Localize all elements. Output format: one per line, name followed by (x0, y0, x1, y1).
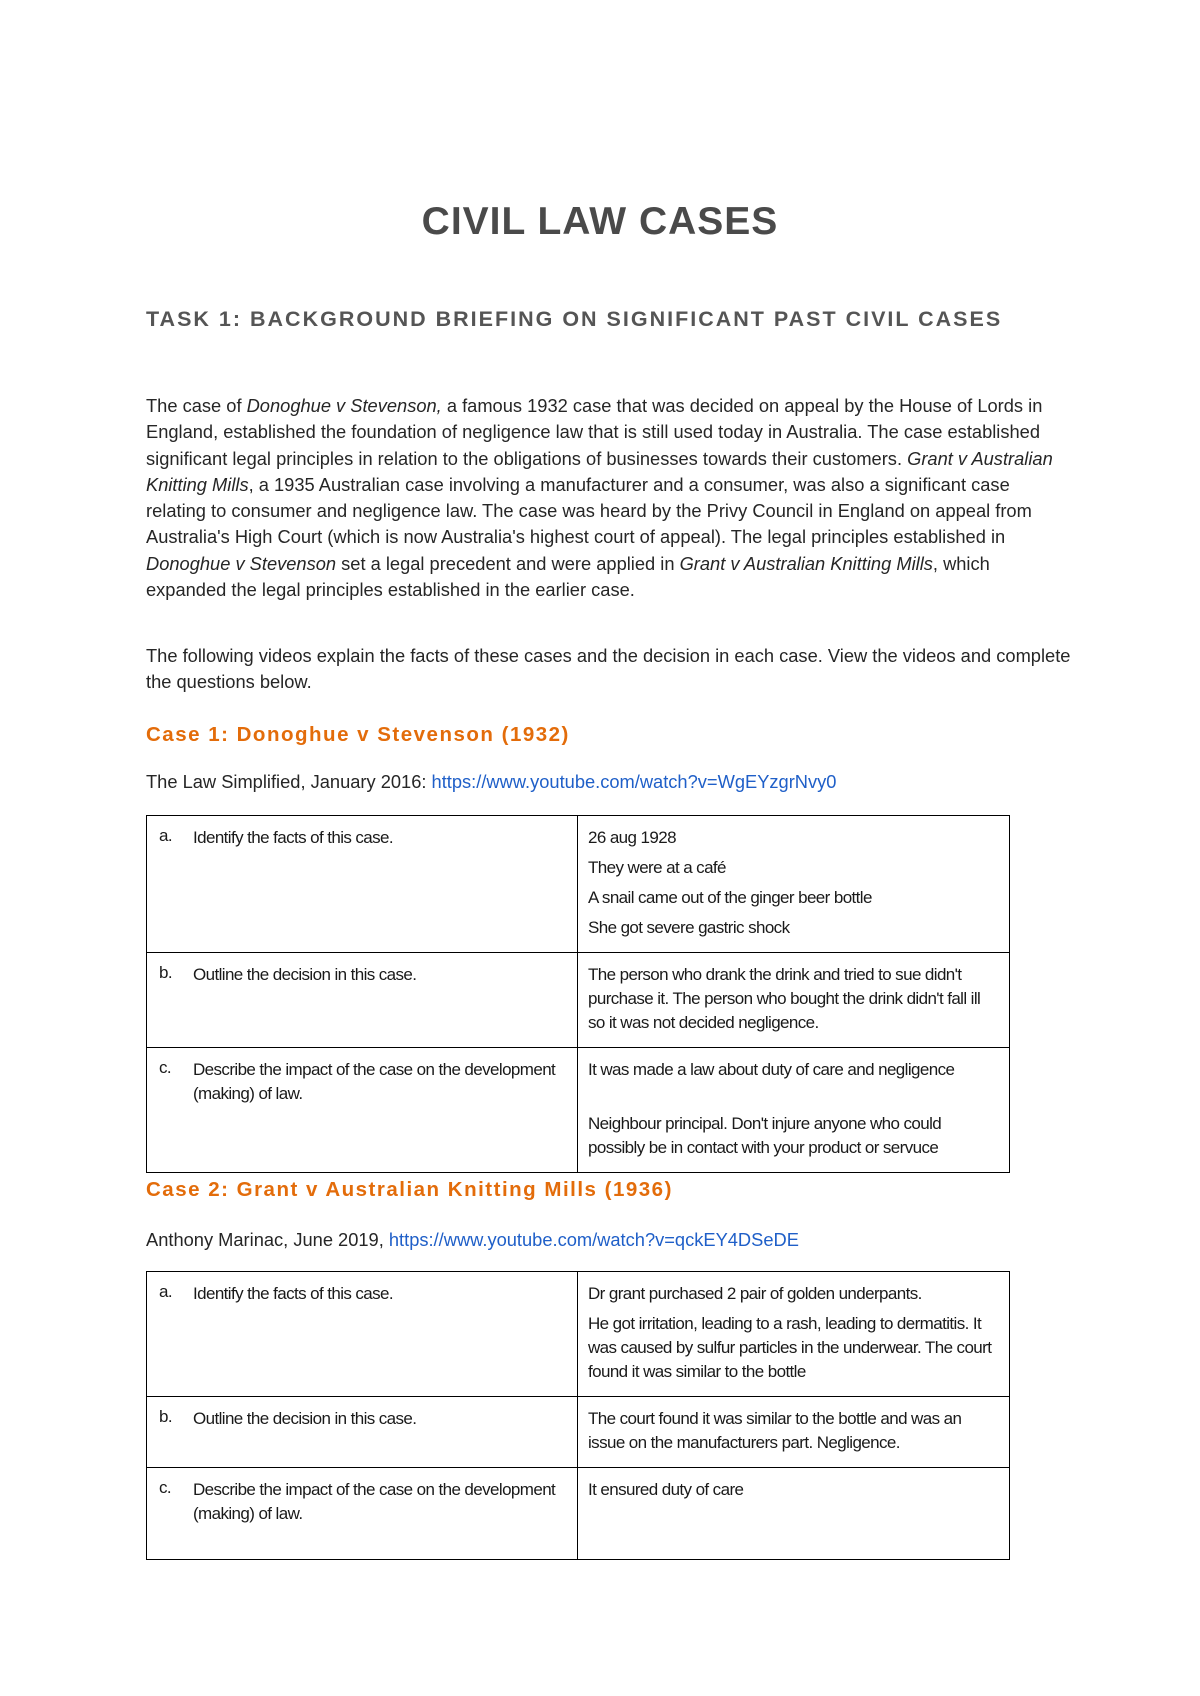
task-heading: TASK 1: BACKGROUND BRIEFING ON SIGNIFICANT PAST CIVIL CASES (146, 307, 1003, 331)
case-2-source-label: Anthony Marinac, June 2019, (146, 1229, 389, 1250)
answer-text: Neighbour principal. Don't injure anyone who could possibly be in contact with your product or servuce (588, 1114, 942, 1157)
answer-cell (578, 1468, 1010, 1560)
case-1-heading: Case 1: Donoghue v Stevenson (1932) (146, 723, 570, 746)
question-letter: c. (159, 1478, 172, 1497)
question-text: Outline the decision in this case. (193, 965, 417, 984)
table-row (147, 1048, 1010, 1173)
answer-text: 26 aug 1928 (588, 828, 676, 847)
answer-text: A snail came out of the ginger beer bottle (588, 888, 872, 907)
case-1-source-label: The Law Simplified, January 2016: (146, 771, 432, 792)
question-text: Outline the decision in this case. (193, 1409, 417, 1428)
intro-text-run: The case of (146, 395, 247, 416)
case-name-italic: Grant v Australian Knitting Mills (679, 552, 933, 574)
question-text: Describe the impact of the case on the development (making) of law. (193, 1060, 556, 1103)
answer-cell (578, 1397, 1010, 1468)
case-1-video-link[interactable]: https://www.youtube.com/watch?v=WgEYzgrNvy0 (431, 771, 837, 792)
table-row (147, 816, 1010, 953)
document-title: CIVIL LAW CASES (421, 200, 779, 243)
table-row (147, 953, 1010, 1048)
case-2-table (146, 1271, 1010, 1560)
question-cell (147, 1468, 578, 1560)
question-letter: b. (159, 1407, 172, 1426)
intro-text-run: , which expanded the legal principles established in the earlier case. (146, 552, 990, 601)
question-letter: a. (159, 1282, 172, 1301)
intro-text-run: set a legal precedent and were applied in (336, 552, 680, 574)
question-cell (147, 1048, 578, 1173)
question-text: Identify the facts of this case. (193, 828, 394, 847)
intro-text-run: a famous 1932 case that was decided on appeal by the House of Lords in England, established the foundation of negligence law that is still used today in Australia. The case established significant legal principles in relation to the obligations of businesses towards their customers. (146, 395, 1043, 469)
answer-cell (578, 816, 1010, 953)
answer-text: Dr grant purchased 2 pair of golden underpants. (588, 1284, 922, 1303)
answer-cell (578, 1272, 1010, 1397)
instructions-paragraph: The following videos explain the facts of these cases and the decision in each case. View the videos and complete the questions below. (146, 645, 1071, 693)
question-cell (147, 953, 578, 1048)
answer-text: They were at a café (588, 858, 726, 877)
table-row (147, 1272, 1010, 1397)
question-cell (147, 816, 578, 953)
question-text: Identify the facts of this case. (193, 1284, 394, 1303)
question (157, 1282, 567, 1306)
question (157, 1058, 567, 1106)
table-row (147, 1468, 1010, 1560)
question-cell (147, 1397, 578, 1468)
question-letter: b. (159, 963, 172, 982)
question-letter: c. (159, 1058, 172, 1077)
case-name-italic: Donoghue v Stevenson (146, 552, 337, 574)
answer-text: It was made a law about duty of care and negligence (588, 1060, 955, 1079)
question (157, 1407, 567, 1431)
answer-text: The person who drank the drink and tried to sue didn't purchase it. The person who bought the drink didn't fall ill so it was not decided negligence. (588, 965, 981, 1032)
case-2-video-link[interactable]: https://www.youtube.com/watch?v=qckEY4DSeDE (388, 1229, 799, 1250)
question-cell (147, 1272, 578, 1397)
case-2-source (146, 1229, 799, 1251)
intro-paragraph (146, 393, 1071, 603)
case-1-table (146, 815, 1010, 1173)
case-1-source (146, 771, 836, 793)
question (157, 826, 567, 850)
table-row (147, 1397, 1010, 1468)
case-name-italic: Grant v Australian Knitting Mills (146, 447, 1053, 495)
answer-cell (578, 1048, 1010, 1173)
intro-text-run: , a 1935 Australian case involving a manufacturer and a consumer, was also a significant case relating to consumer and negligence law. The case was heard by the Privy Council in England on appeal from Australia's High Court (which is now Australia's highest court of appeal). The legal principles established in (146, 473, 1032, 548)
answer-cell (578, 953, 1010, 1048)
answer-text: The court found it was similar to the bottle and was an issue on the manufacturers part. Negligence. (588, 1409, 962, 1452)
answer-text: She got severe gastric shock (588, 918, 790, 937)
question (157, 963, 567, 987)
answer-text: It ensured duty of care (588, 1480, 744, 1499)
question (157, 1478, 567, 1526)
question-text: Describe the impact of the case on the development (making) of law. (193, 1480, 556, 1523)
question-letter: a. (159, 826, 172, 845)
case-name-italic: Donoghue v Stevenson, (246, 395, 442, 416)
case-2-heading: Case 2: Grant v Australian Knitting Mills (1936) (146, 1178, 673, 1201)
answer-text: He got irritation, leading to a rash, leading to dermatitis. It was caused by sulfur particles in the underwear. The court found it was similar to the bottle (588, 1314, 992, 1381)
